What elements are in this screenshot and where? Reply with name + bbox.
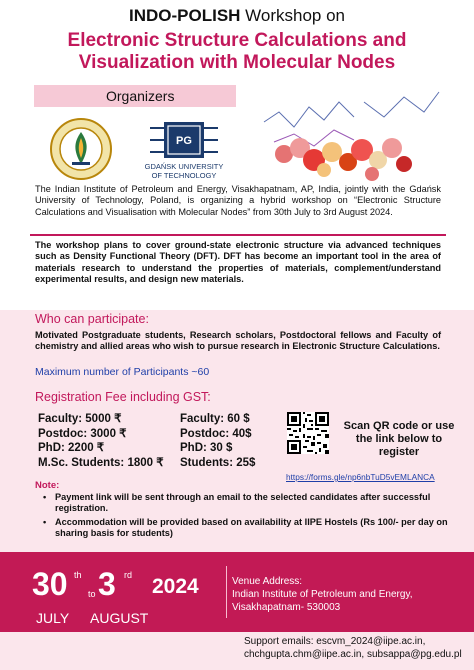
workshop-title: INDO-POLISH Workshop on (128, 6, 346, 25)
svg-text:PG: PG (176, 135, 192, 147)
scan-instructions: Scan QR code or use the link below to register (343, 420, 455, 458)
end-day-suffix: rd (124, 570, 133, 580)
fee-item: Faculty: 60 $ (180, 413, 250, 425)
who-heading: Who can participate: (35, 312, 149, 326)
vertical-divider (226, 566, 227, 618)
plan-paragraph: The workshop plans to cover ground-state electronic structure via advanced techniques such as Density Functional Theory (DFT). DFT has become an important tool in the area of materials research to understand the properties of materials, complement/understand experimental results, and design new materials. (35, 240, 441, 285)
note-label: Note: (35, 480, 60, 491)
registration-link[interactable]: https://forms.gle/np6nbTuD5vEMLANCA (286, 472, 435, 482)
fee-item: Postdoc: 40$ (180, 427, 252, 440)
fee-item: Postdoc: 3000 ₹ (38, 427, 127, 440)
gdansk-logo: PG GDAŃSK UNIVERSITY OF TECHNOLOGY (146, 118, 222, 167)
workshop-subtitle: Electronic Structure Calculations and Visualization with Molecular Nodes (67, 30, 407, 73)
fee-item: Faculty: 5000 ₹ (38, 413, 122, 425)
fee-item: PhD: 30 $ (180, 442, 233, 454)
venue-address: Venue Address: Indian Institute of Petroleum and Energy, Visakhapatnam- 530003 (232, 576, 413, 613)
fee-heading: Registration Fee including GST: (35, 390, 211, 404)
iipe-logo (50, 118, 112, 180)
max-participants: Maximum number of Participants ~60 (35, 366, 210, 378)
start-day-suffix: th (74, 570, 82, 580)
start-month: JULY (36, 610, 70, 626)
intro-paragraph: The Indian Institute of Petroleum and Energy, Visakhapatnam, AP, India, jointly with the Gdańsk University of Technology, Poland, is organizing a hybrid workshop on “Electronic Structure Calculations and Visualisation with Molecular Nodes” from 30th July to 3rd August 2024. (35, 184, 441, 217)
fee-item: PhD: 2200 ₹ (38, 442, 105, 454)
fee-item: Students: 25$ (180, 456, 256, 469)
note-item: • Payment link will be sent through an email to the selected candidates after successful registration. (55, 492, 455, 515)
fee-item: M.Sc. Students: 1800 ₹ (38, 456, 164, 469)
start-day: 30 (32, 566, 68, 602)
organizers-label: Organizers (34, 85, 236, 107)
fee-list-usd (180, 412, 255, 470)
qr-code[interactable] (287, 412, 329, 454)
note-list (55, 492, 455, 542)
divider (30, 234, 446, 236)
molecule-illustration (254, 82, 444, 182)
support-emails: Support emails: escvm_2024@iipe.ac.in, chchgupta.chm@iipe.ac.in, subsappa@pg.edu.pl (244, 636, 462, 660)
note-item: • Accommodation will be provided based on availability at IIPE Hostels (Rs 100/- per day on sharing basis for students) (55, 517, 455, 540)
who-paragraph: Motivated Postgraduate students, Research scholars, Postdoctoral fellows and Faculty of chemistry and allied areas who wish to pursue research in Electronic Structure Calculations. (35, 330, 441, 352)
end-day: 3 (98, 566, 116, 602)
end-month: AUGUST (90, 610, 149, 626)
year: 2024 (152, 575, 199, 598)
fee-list-inr (38, 412, 164, 470)
date-to: to (88, 589, 96, 599)
